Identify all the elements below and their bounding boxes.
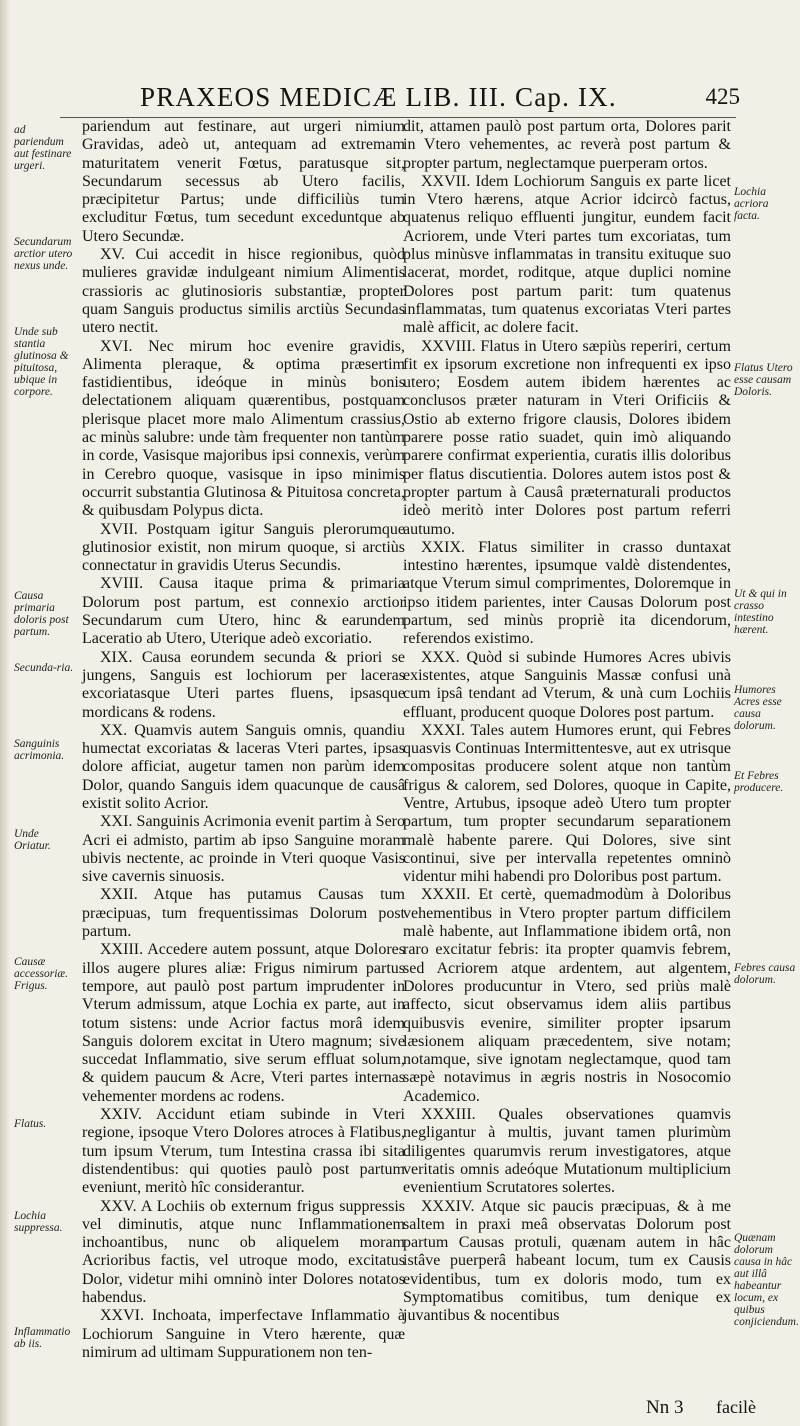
- paragraph: pariendum aut festinare, aut urgeri nimium Gravidas, adeò ut, antequam ad extremam maturitatem venerit Fœtus, paratusque sit, Secundarum secessus ab Utero facilis, præcipitetur Partus; unde difficiliùs tum excluditur Fœtus, tum secedunt exceduntque ab Utero Secundæ.: [82, 118, 405, 245]
- running-title: PRAXEOS MEDICÆ LIB. III. Cap. IX.: [140, 82, 617, 112]
- margin-note: Inflammatio ab iis.: [14, 1326, 71, 1350]
- right-column: [403, 118, 731, 1326]
- margin-note: Causa primaria doloris post partum.: [14, 590, 69, 638]
- paragraph: XXX. Quòd si subinde Humores Acres ubivis existentes, atque Sanguinis Massæ confusi unà cum ipsâ tendant ad Vterum, & unà cum Lochiis effluant, producent quoque Dolores post partum.: [403, 648, 731, 721]
- paragraph: XXI. Sanguinis Acrimonia evenit partim à Sero Acri ei admisto, partim ab ipso Sanguine moram ubivis nectente, ac proinde in Vteri quoque Vasis sive cavernis sinuosis.: [82, 813, 405, 886]
- paragraph: XXIV. Accidunt etiam subinde in Vteri regione, ipsoque Vtero Dolores atroces à Flatibus, tum ipsum Vterum, tum Intestina crassa ibi sita distendentibus: qui quoties paulò post partum eveniunt, meritò hîc considerantur.: [82, 1106, 405, 1197]
- margin-note: Unde sub stantia glutinosa & pituitosa, ubique in corpore.: [14, 326, 69, 398]
- margin-note: Humores Acres esse causa dolorum.: [734, 684, 782, 732]
- page-gutter-shadow: [0, 0, 10, 1426]
- paragraph: XX. Quamvis autem Sanguis omnis, quandiu humectat excoriatas & laceras Vteri partes, ipsas dolore afficiat, augetur tamen non parùm idem Dolor, quando Sanguis idem quacunque de causâ existit solito Acrior.: [82, 721, 405, 812]
- margin-note: Secunda-ria.: [14, 662, 74, 674]
- margin-note: Secundarum arctior utero nexus unde.: [14, 236, 73, 272]
- paragraph: XXIII. Accedere autem possunt, atque Dolores illos augere plures aliæ: Frigus nimirum partus tempore, aut paulò post partum imprudenter in Vterum admissum, atque Lochia ex parte, aut in totum sistens: unde Acrior factus morâ idem Sanguis dolorem excitat in Utero magnum; sive succedat Inflammatio, sive serum effluat solum, & quidem paucum & Acre, Vteri partes internas vehementer mordens ac rodens.: [82, 941, 405, 1105]
- page-header: [140, 82, 740, 116]
- catchword: facilè: [716, 1397, 756, 1417]
- margin-note: ad pariendum aut festinare urgeri.: [14, 124, 72, 172]
- margin-note: Unde Oriatur.: [14, 828, 51, 852]
- paragraph: XXVI. Inchoata, imperfectave Inflammatio à Lochiorum Sanguine in Vtero hærente, quæ nimirum ad ultimam Suppurationem non ten-: [82, 1307, 405, 1361]
- margin-note: Causæ accessoriæ. Frigus.: [14, 956, 68, 992]
- paragraph: XVII. Postquam igitur Sanguis plerorumque glutinosior existit, non mirum quoque, si arctiùs connectatur in gravidis Uterus Secundis.: [82, 520, 405, 575]
- paragraph: XXV. A Lochiis ob externum frigus suppressis vel diminutis, atque nunc Inflammationem inchoantibus, nunc ob aliquelem moram Acrioribus factis, vel utroque modo, excitatus Dolor, videtur mihi omninò inter Dolores notatos habendus.: [82, 1197, 405, 1306]
- paragraph: XIX. Causa eorundem secunda & priori se jungens, Sanguis est lochiorum per laceras excoriatasque Uteri partes fluens, ipsasque mordicans & rodens.: [82, 648, 405, 721]
- paragraph: XXXII. Et certè, quemadmodùm à Doloribus vehementibus in Vtero propter partum difficilem malè habente, aut Inflammatione ibidem ortâ, non raro excitatur febris: ita propter quamvis febrem, sed Acriorem atque ardentem, aut algentem, Dolores producuntur in Vtero, sed priùs malè affecto, sicut observamus idem aliis partibus quibusvis evenire, similiter propter ipsarum læsionem aliquam præcedentem, sive notam; notamque, sive ignotam neglectamque, quod tam sæpè notavimus in ægris nostris in Nosocomio Academico.: [403, 886, 731, 1105]
- margin-note: Febres causa dolorum.: [734, 962, 796, 986]
- margin-note: Flatus Utero esse causam Doloris.: [734, 362, 793, 398]
- signature-mark: Nn 3: [646, 1397, 684, 1418]
- left-column: [82, 118, 405, 1362]
- paragraph: XXVII. Idem Lochiorum Sanguis ex parte licet in Vtero hærens, atque Acrior idcircò factus, quatenus reliquo effluenti jungitur, eundem facit Acriorem, unde Vteri partes tum excoriatas, tum plus minùsve inflammatas in transitu exituque suo lacerat, mordet, roditque, atque duplici nomine Dolores post partum parit: tum quatenus inflammatas, tum quatenus excoriatas Vteri partes malè afficit, ac dolere facit.: [403, 172, 731, 337]
- paragraph: XXXI. Tales autem Humores erunt, qui Febres quasvis Continuas Intermittentesve, aut ex utrisque compositas producere solent atque non tantùm frigus & calorem, sed Dolores, quoque in Capite, Ventre, Artubus, ipsoque adeò Utero tum propter partum, tum propter secundarum separationem malè habente parere. Qui Dolores, sive sint continui, sive per intervalla repetentes omninò videntur mihi habendi pro Doloribus post partum.: [403, 721, 731, 886]
- margin-note: Ut & qui in crasso intestino hærent.: [734, 588, 787, 636]
- paragraph: dit, attamen paulò post partum orta, Dolores parit in Vtero vehementes, ac reverà post partum & propter partum, neglectamque puerperam ortos.: [403, 118, 731, 172]
- margin-note: Lochia acriora facta.: [734, 186, 769, 222]
- margin-note: Sanguinis acrimonia.: [14, 738, 65, 762]
- paragraph: XXXIII. Quales observationes quamvis negligantur à multis, juvant tamen plurimùm diligentes quarumvis rerum investigatores, atque veritatis omnis adeóque Mutationum multiplicium evenientium Scrutatores solertes.: [403, 1106, 731, 1197]
- margin-note: Lochia suppressa.: [14, 1210, 63, 1234]
- paragraph: XXIX. Flatus similiter in crasso duntaxat intestino hærentes, ipsumque valdè distendentes, atque Vterum simul comprimentes, Doloremque in ipso itidem parientes, inter Causas Dolorum post partum, sed minùs propriè ita dicendorum, referendos existimo.: [403, 538, 731, 648]
- paragraph: XXVIII. Flatus in Utero sæpiùs reperiri, certum fit ex ipsorum excretione non infrequenti ex ipso utero; Eosdem autem ibidem hærentes ac conclusos præter naturam in Vteri Orificiis & Ostio ab externo frigore clausis, Dolores ibidem parere posse ratio suadet, quin imò aliquando parere confirmat experientia, curatis illis doloribus per flatus discutientia. Dolores autem istos post & propter partum à Causâ præternaturali productos ideò meritò inter Dolores post partum referri autumo.: [403, 337, 731, 538]
- paragraph: XV. Cui accedit in hisce regionibus, quòd mulieres gravidæ indulgeant nimium Alimentis crassioris ac glutinosioris substantiæ, propter quam Sanguis productus similis arctiùs Secundas utero nectit.: [82, 246, 405, 337]
- paragraph: XVI. Nec mirum hoc evenire gravidis, Alimenta pleraque, & optima præsertim fastidientibus, ideóque in minùs bonis delectationem aliquam quærentibus, postquam plerisque placet more malo Alimentum crassius, ac minùs salubre: unde tàm frequenter non tantùm in corde, Vasisque majoribus ipsi connexis, verùm in Cerebro quoque, vasisque in ipso minimis occurrit substantia Glutinosa & Pituitosa concreta, & quibusdam Polypus dicta.: [82, 337, 405, 520]
- paragraph: XXXIV. Atque sic paucis præcipuas, & à me saltem in praxi meâ observatas Dolorum post partum Causas protuli, quænam autem in hâc istâve puerperâ habeant locum, tum ex Causis evidentibus, tum ex doloris modo, tum ex Symptomatibus comitibus, tum denique ex juvantibus & nocentibus: [403, 1197, 731, 1325]
- paragraph: XVIII. Causa itaque prima & primaria Dolorum post partum, est connexio arctior Secundarum cum Utero, hinc & earundem Laceratio ab Utero, Uterique adeò excoriatio.: [82, 575, 405, 648]
- margin-note: Quænam dolorum causa in hâc aut illâ habeantur locum, ex quibus conjiciendum.: [734, 1232, 799, 1328]
- paragraph: XXII. Atque has putamus Causas tum præcipuas, tum frequentissimas Dolorum post partum.: [82, 886, 405, 941]
- page-number: 425: [705, 84, 740, 109]
- margin-note: Et Febres producere.: [734, 770, 784, 794]
- margin-note: Flatus.: [14, 1118, 47, 1130]
